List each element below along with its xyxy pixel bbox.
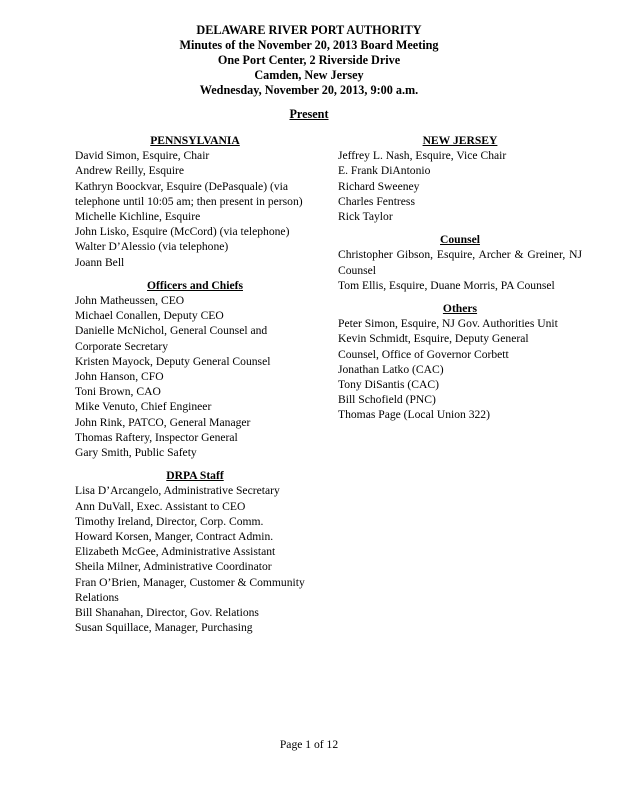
attendee: Michelle Kichline, Esquire	[75, 210, 201, 224]
staff-member: Bill Shanahan, Director, Gov. Relations	[75, 606, 259, 620]
new-jersey-heading: NEW JERSEY	[422, 134, 498, 147]
staff-member: Sheila Milner, Administrative Coordinator	[75, 560, 272, 574]
staff-member: Fran O’Brien, Manager, Customer & Community Relations	[75, 575, 305, 604]
officer: Michael Conallen, Deputy CEO	[75, 309, 224, 323]
attendee: Richard Sweeney	[338, 179, 420, 193]
document-header	[0, 23, 618, 98]
counsel-member: Tom Ellis, Esquire, Duane Morris, PA Counsel	[338, 278, 555, 292]
staff-member: Ann DuVall, Exec. Assistant to CEO	[75, 499, 246, 513]
officer: Kristen Mayock, Deputy General Counsel	[75, 354, 271, 368]
staff-member: Howard Korsen, Manger, Contract Admin.	[75, 530, 274, 544]
present-heading: Present	[289, 107, 329, 121]
staff-member: Timothy Ireland, Director, Corp. Comm.	[75, 514, 264, 528]
meeting-datetime: Wednesday, November 20, 2013, 9:00 a.m.	[199, 83, 419, 97]
attendee: Jeffrey L. Nash, Esquire, Vice Chair	[338, 149, 507, 163]
meeting-minutes-title: Minutes of the November 20, 2013 Board Meeting	[179, 38, 439, 52]
attendee: Rick Taylor	[338, 210, 393, 224]
attendee: David Simon, Esquire, Chair	[75, 149, 210, 163]
attendee: John Lisko, Esquire (McCord) (via telephone)	[75, 225, 290, 239]
meeting-address: One Port Center, 2 Riverside Drive	[217, 53, 401, 67]
org-name: DELAWARE RIVER PORT AUTHORITY	[196, 23, 422, 37]
other-attendee: Tony DiSantis (CAC)	[338, 378, 439, 392]
staff-member: Susan Squillace, Manager, Purchasing	[75, 621, 253, 635]
officer: John Rink, PATCO, General Manager	[75, 415, 251, 429]
staff-member: Lisa D’Arcangelo, Administrative Secretary	[75, 484, 280, 498]
counsel-heading: Counsel	[440, 233, 480, 247]
page-number: Page 1 of 12	[279, 738, 339, 751]
attendee: Charles Fentress	[338, 194, 415, 208]
attendee: Joann Bell	[75, 255, 125, 269]
attendee: Andrew Reilly, Esquire	[75, 164, 185, 178]
officer: Toni Brown, CAO	[75, 385, 161, 399]
officer: Thomas Raftery, Inspector General	[75, 430, 238, 444]
other-attendee: Peter Simon, Esquire, NJ Gov. Authorities Unit	[338, 317, 558, 331]
attendee: E. Frank DiAntonio	[338, 164, 431, 178]
attendee: Kathryn Boockvar, Esquire (DePasquale) (via telephone until 10:05 am; then present in person)	[75, 179, 303, 208]
officer: John Hanson, CFO	[75, 370, 164, 384]
staff-heading: DRPA Staff	[166, 469, 224, 483]
other-attendee: Bill Schofield (PNC)	[338, 393, 436, 407]
pennsylvania-heading: PENNSYLVANIA	[150, 134, 240, 147]
officer: Danielle McNichol, General Counsel and Corporate Secretary	[75, 324, 268, 353]
staff-member: Elizabeth McGee, Administrative Assistant	[75, 545, 276, 559]
other-attendee: Jonathan Latko (CAC)	[338, 362, 444, 376]
officers-heading: Officers and Chiefs	[147, 278, 243, 292]
other-attendee: Kevin Schmidt, Esquire, Deputy General Counsel, Office of Governor Corbett	[338, 332, 529, 361]
counsel-member: Christopher Gibson, Esquire, Archer & Greiner, NJ Counsel	[338, 248, 582, 277]
left-column	[75, 133, 315, 636]
officer: Gary Smith, Public Safety	[75, 446, 197, 460]
officer: John Matheussen, CEO	[75, 294, 185, 308]
attendee: Walter D’Alessio (via telephone)	[75, 240, 229, 254]
meeting-city: Camden, New Jersey	[254, 68, 364, 82]
other-attendee: Thomas Page (Local Union 322)	[338, 408, 490, 422]
right-column	[338, 133, 582, 423]
others-heading: Others	[442, 302, 478, 316]
officer: Mike Venuto, Chief Engineer	[75, 400, 212, 414]
